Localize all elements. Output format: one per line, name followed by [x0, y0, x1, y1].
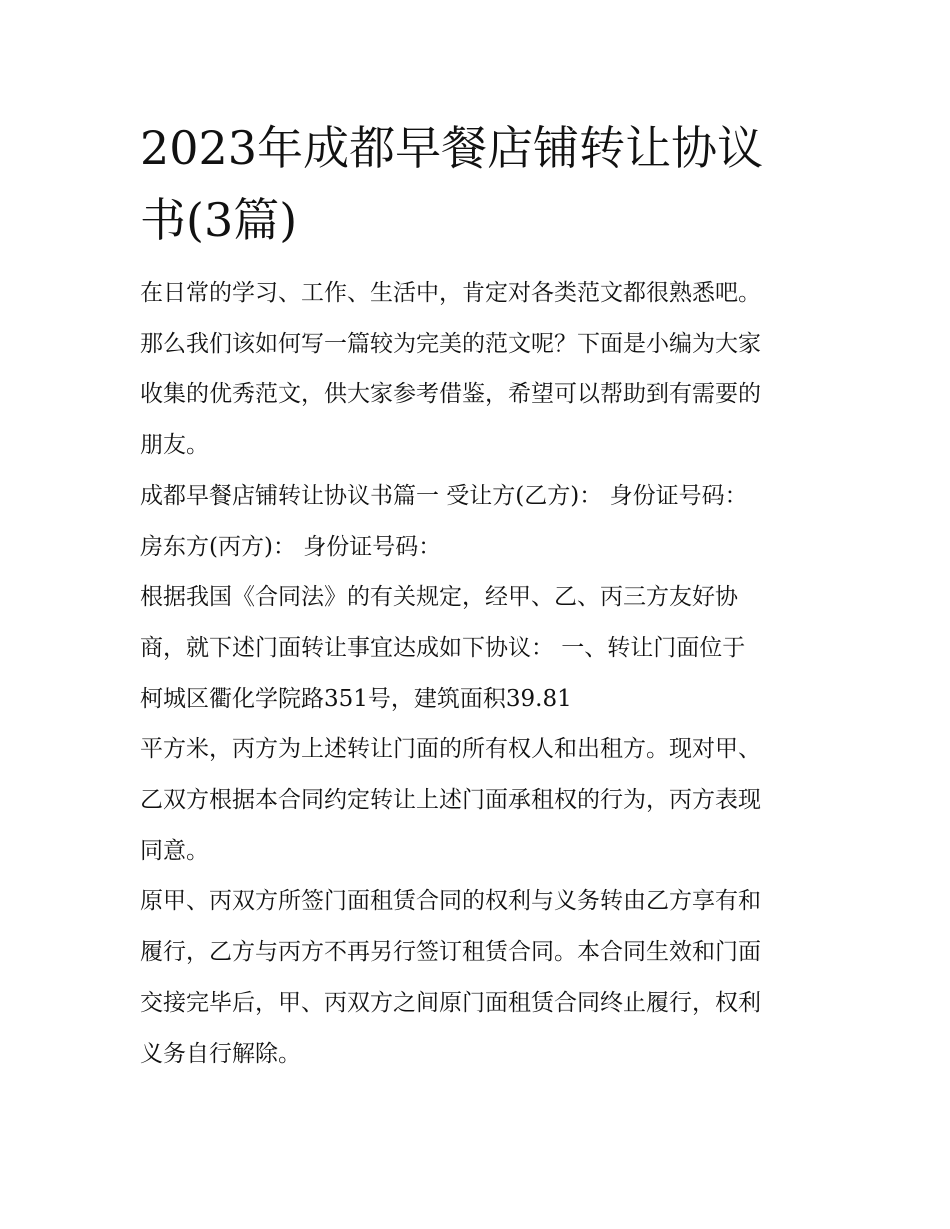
text-line: 履行，乙方与丙方不再另行签订租赁合同。本合同生效和门面 — [140, 939, 761, 966]
document-title — [140, 112, 812, 256]
text-line: 商，就下述门面转让事宜达成如下协议： 一、转让门面位于 — [140, 634, 746, 661]
intro-paragraph — [140, 268, 812, 471]
agreement-paragraph — [140, 572, 812, 724]
document-content — [140, 112, 812, 1079]
landlord-paragraph — [140, 522, 812, 573]
text-line: 同意。 — [140, 837, 209, 864]
text-line: 乙双方根据本合同约定转让上述门面承租权的行为，丙方表现 — [140, 787, 761, 814]
text-line: 成都早餐店铺转让协议书篇一 受让方(乙方)： 身份证号码： — [140, 482, 748, 509]
rights-paragraph — [140, 876, 812, 1079]
text-line: 原甲、丙双方所签门面租赁合同的权利与义务转由乙方享有和 — [140, 888, 761, 915]
text-line: 收集的优秀范文，供大家参考借鉴，希望可以帮助到有需要的 — [140, 381, 761, 408]
transferee-paragraph — [140, 471, 812, 522]
area-paragraph — [140, 724, 812, 876]
text-line: 根据我国《合同法》的有关规定，经甲、乙、丙三方友好协 — [140, 584, 738, 611]
text-line: 交接完毕后，甲、丙双方之间原门面租赁合同终止履行，权利 — [140, 989, 761, 1016]
text-line: 那么我们该如何写一篇较为完美的范文呢？下面是小编为大家 — [140, 330, 761, 357]
title-line: 书(3篇) — [140, 193, 298, 247]
text-line: 义务自行解除。 — [140, 1040, 301, 1067]
text-line: 柯城区衢化学院路351号，建筑面积39.81 — [140, 685, 572, 712]
text-line: 房东方(丙方)： 身份证号码： — [140, 533, 442, 560]
text-line: 在日常的学习、工作、生活中，肯定对各类范文都很熟悉吧。 — [140, 280, 761, 306]
text-line: 平方米，丙方为上述转让门面的所有权人和出租方。现对甲、 — [140, 736, 761, 763]
text-line: 朋友。 — [140, 432, 209, 459]
title-line: 2023年成都早餐店铺转让协议 — [140, 121, 764, 175]
